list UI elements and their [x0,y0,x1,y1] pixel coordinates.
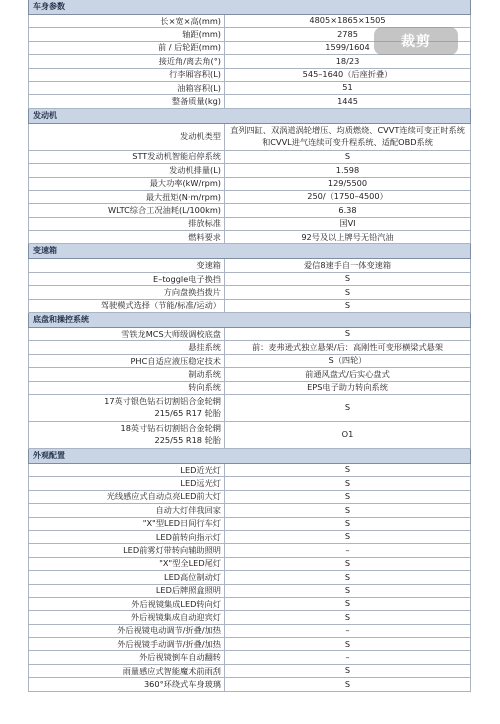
spec-value [225,518,470,530]
spec-label [29,178,225,190]
spec-label [29,95,225,107]
spec-label-line: 215/65 R17 轮胎 [154,407,221,418]
spec-label [29,191,225,203]
spec-label [29,651,225,663]
spec-value-line: O1 [341,429,354,440]
spec-label-line: 18英寸钻石切割铝合金轮辋 [120,423,221,434]
spec-value [225,491,470,503]
spec-label [29,558,225,570]
spec-value [225,382,470,394]
spec-row [28,95,471,108]
spec-value-line: S [344,402,351,413]
spec-label-line: 外后视镜电动调节/折叠/加热 [117,625,221,636]
spec-value [225,204,470,216]
spec-label-line: 制动系统 [188,368,221,379]
spec-value-line: S [344,286,351,297]
spec-value-line: 6.38 [338,204,357,215]
spec-label-line: 外后视镜手动调节/折叠/加热 [117,638,221,649]
spec-row [28,504,471,517]
spec-label [29,355,225,367]
spec-label-line: 接近角/离去角(°) [158,55,221,66]
spec-value [225,95,470,107]
spec-value-line: S [344,531,351,542]
spec-label-line: LED前雾灯带转向辅助照明 [123,545,221,556]
spec-value-line: 4805×1865×1505 [309,15,386,26]
spec-label-line: 360°环绕式车身玻璃 [143,678,221,689]
spec-value-line: S [344,665,351,676]
spec-label [29,69,225,81]
spec-row [28,464,471,477]
spec-value [225,164,470,176]
spec-label-line: 外后视镜集成LED转向灯 [131,598,221,609]
spec-label [29,55,225,67]
spec-value [225,341,470,353]
spec-row [28,191,471,204]
spec-row [28,341,471,354]
spec-row [28,518,471,531]
spec-label [29,218,225,230]
spec-row [28,598,471,611]
spec-row [28,286,471,299]
spec-label-line: 雪铁龙MCS大师级调校底盘 [121,328,221,339]
spec-label [29,422,225,448]
spec-value-line: S [344,151,351,162]
spec-value [225,678,470,690]
section-header: 车身参数 [28,0,471,15]
spec-row [28,625,471,638]
spec-row [28,571,471,584]
spec-label [29,15,225,27]
spec-row [28,124,471,151]
spec-value [225,124,470,150]
spec-value [225,178,470,190]
spec-label-line: 自动大灯伴我回家 [155,504,221,515]
spec-label-line: STT发动机智能启停系统 [132,151,221,162]
spec-value-line: 前通风盘式/后实心盘式 [305,368,390,379]
spec-value-line: S [344,558,351,569]
spec-value [225,638,470,650]
spec-label-line: 17英寸银色钻石切割铝合金轮辋 [104,396,221,407]
spec-label [29,300,225,312]
spec-row [28,273,471,286]
spec-row [28,55,471,68]
spec-label-line: LED后牌照盒照明 [155,585,221,596]
spec-label [29,286,225,298]
spec-value-line: 爱信8速手自一体变速箱 [303,259,392,270]
spec-label-line: 驾驶模式选择（节能/标准/运动） [100,300,221,311]
spec-label [29,382,225,394]
spec-label-line: 外后视镜倒车自动翻转 [139,652,221,663]
spec-value [225,368,470,380]
spec-label-line: 整备质量(kg) [171,96,221,107]
spec-value-line: 1.598 [335,164,360,175]
spec-value [225,55,470,67]
spec-label-line: 225/55 R18 轮胎 [154,434,221,445]
spec-row [28,477,471,490]
spec-label [29,531,225,543]
spec-value-line: 250/（1750–4500） [307,191,388,202]
spec-value-line: S [344,571,351,582]
spec-label-line: 发动机排量(L) [169,164,221,175]
spec-row [28,638,471,651]
spec-value [225,395,470,421]
spec-label-line: 光线感应式自动点亮LED前大灯 [106,491,221,502]
spec-value [225,191,470,203]
spec-value-line: – [345,651,350,662]
spec-label-line: 发动机类型 [180,131,221,142]
spec-row [28,558,471,571]
spec-table [28,0,471,692]
spec-row [28,585,471,598]
spec-label-line: E–toggle电子换挡 [153,273,221,284]
spec-row [28,395,471,422]
spec-row [28,531,471,544]
spec-value [225,531,470,543]
spec-row [28,544,471,557]
spec-value-line: S [344,300,351,311]
spec-label [29,231,225,243]
section-header: 底盘和操控系统 [28,313,471,328]
spec-value [225,544,470,556]
spec-value [225,504,470,516]
spec-value-line: S [344,273,351,284]
spec-row [28,204,471,217]
spec-label [29,544,225,556]
spec-label-line: 变速箱 [196,260,221,271]
spec-label-line: LED前转向指示灯 [155,531,221,542]
spec-value-line: S [344,598,351,609]
spec-label-line: 燃料要求 [188,231,221,242]
spec-value-line: 51 [342,82,353,93]
spec-label [29,464,225,476]
spec-row [28,491,471,504]
spec-row [28,368,471,381]
spec-label-line: 外后视镜集成自动迎宾灯 [130,611,221,622]
spec-value [225,259,470,271]
spec-value [225,651,470,663]
spec-value-line: S [344,584,351,595]
spec-value-line: 2785 [337,28,358,39]
spec-row [28,82,471,95]
spec-label [29,42,225,54]
spec-value-line: 92号及以上牌号无铅汽油 [301,231,394,242]
spec-label [29,28,225,40]
spec-value [225,328,470,340]
spec-value [225,585,470,597]
spec-value-line: 129/5500 [327,177,368,188]
crop-watermark: 裁剪 [374,27,458,55]
spec-value [225,558,470,570]
spec-row [28,611,471,624]
spec-value [225,82,470,94]
spec-value [225,15,470,27]
spec-value-line: 国VI [339,218,356,229]
spec-value [225,665,470,677]
spec-row [28,665,471,678]
spec-value [225,422,470,448]
spec-value [225,355,470,367]
spec-label [29,82,225,94]
spec-label [29,151,225,163]
spec-value [225,300,470,312]
spec-value [225,69,470,81]
spec-label-line: WLTC综合工况油耗(L/100km) [108,204,221,215]
spec-value-line: 和CVVL进气连续可变升程系统、适配OBD系统 [262,136,433,147]
spec-value-line: 1599/1604 [325,42,370,53]
spec-value-line: S [344,491,351,502]
spec-value-line: EPS电子助力转向系统 [307,382,388,393]
spec-label [29,204,225,216]
spec-row [28,151,471,164]
spec-label [29,259,225,271]
spec-label-line: PHC自适应液压稳定技术 [130,355,221,366]
spec-value-line: S [344,638,351,649]
spec-value-line: 1445 [337,95,358,106]
spec-value-line: S [344,477,351,488]
spec-row [28,651,471,664]
spec-value-line: S [344,504,351,515]
spec-label [29,638,225,650]
spec-row [28,218,471,231]
spec-label-line: 方向盘换挡拨片 [163,286,221,297]
spec-label [29,518,225,530]
spec-label-line: 悬挂系统 [188,342,221,353]
spec-label-line: 转向系统 [188,382,221,393]
spec-label [29,395,225,421]
spec-row [28,678,471,691]
spec-value-line: 545–1640（后座折叠） [302,69,393,79]
spec-value [225,218,470,230]
spec-label-line: 轴距(mm) [182,29,221,40]
section-header: 发动机 [28,109,471,124]
spec-label [29,625,225,637]
spec-label [29,477,225,489]
spec-value-line: – [345,625,350,636]
spec-label [29,571,225,583]
spec-row [28,178,471,191]
spec-row [28,355,471,368]
spec-row [28,231,471,244]
spec-value-line: 18/23 [335,55,360,66]
spec-label [29,678,225,690]
spec-value [225,598,470,610]
spec-label-line: 最大扭矩(N·m/rpm) [145,191,221,202]
spec-value-line: S [344,517,351,528]
spec-row [28,300,471,313]
spec-row [28,164,471,177]
spec-row [28,382,471,395]
spec-value-line: S [344,328,351,339]
spec-label-line: LED远光灯 [180,478,221,489]
spec-label [29,598,225,610]
spec-label-line: 行李厢容积(L) [169,69,221,80]
spec-row [28,69,471,82]
spec-label [29,585,225,597]
spec-row [28,422,471,449]
spec-label [29,124,225,150]
spec-label [29,341,225,353]
spec-value-line: S [344,464,351,475]
spec-label [29,164,225,176]
section-header: 变速箱 [28,244,471,259]
spec-value [225,231,470,243]
spec-label-line: "X"型全LED尾灯 [159,558,221,569]
spec-row [28,328,471,341]
spec-label [29,273,225,285]
spec-label [29,328,225,340]
spec-label-line: 长×宽×高(mm) [160,15,221,26]
section-header: 外观配置 [28,449,471,464]
spec-label-line: LED高位制动灯 [164,571,221,582]
spec-label-line: 最大功率(kW/rpm) [149,178,221,189]
spec-label-line: 油箱容积(L) [177,82,221,93]
spec-label-line: LED近光灯 [180,464,221,475]
spec-value-line: – [345,544,350,555]
spec-label-line: 雨量感应式智能魔术前雨刮 [122,665,221,676]
spec-value [225,611,470,623]
spec-value-line: S [344,678,351,689]
spec-label [29,665,225,677]
spec-value-line: 前：麦弗逊式独立悬架/后：高刚性可变形横梁式悬架 [251,341,444,352]
spec-label [29,611,225,623]
spec-value-line: 直列四缸、双涡道涡轮增压、均质燃烧、CVVT连续可变正时系统 [230,125,465,136]
spec-value-line: S [344,611,351,622]
spec-label-line: 前 / 后轮距(mm) [157,42,221,53]
spec-row [28,259,471,272]
spec-value [225,477,470,489]
spec-value [225,625,470,637]
spec-label [29,504,225,516]
spec-value-line: S（四轮） [328,355,367,366]
spec-label [29,368,225,380]
spec-value [225,151,470,163]
spec-label-line: 排放标准 [188,218,221,229]
spec-value [225,273,470,285]
spec-label [29,491,225,503]
spec-value [225,286,470,298]
spec-label-line: "X"型LED日间行车灯 [142,518,221,529]
spec-value [225,464,470,476]
spec-value [225,571,470,583]
